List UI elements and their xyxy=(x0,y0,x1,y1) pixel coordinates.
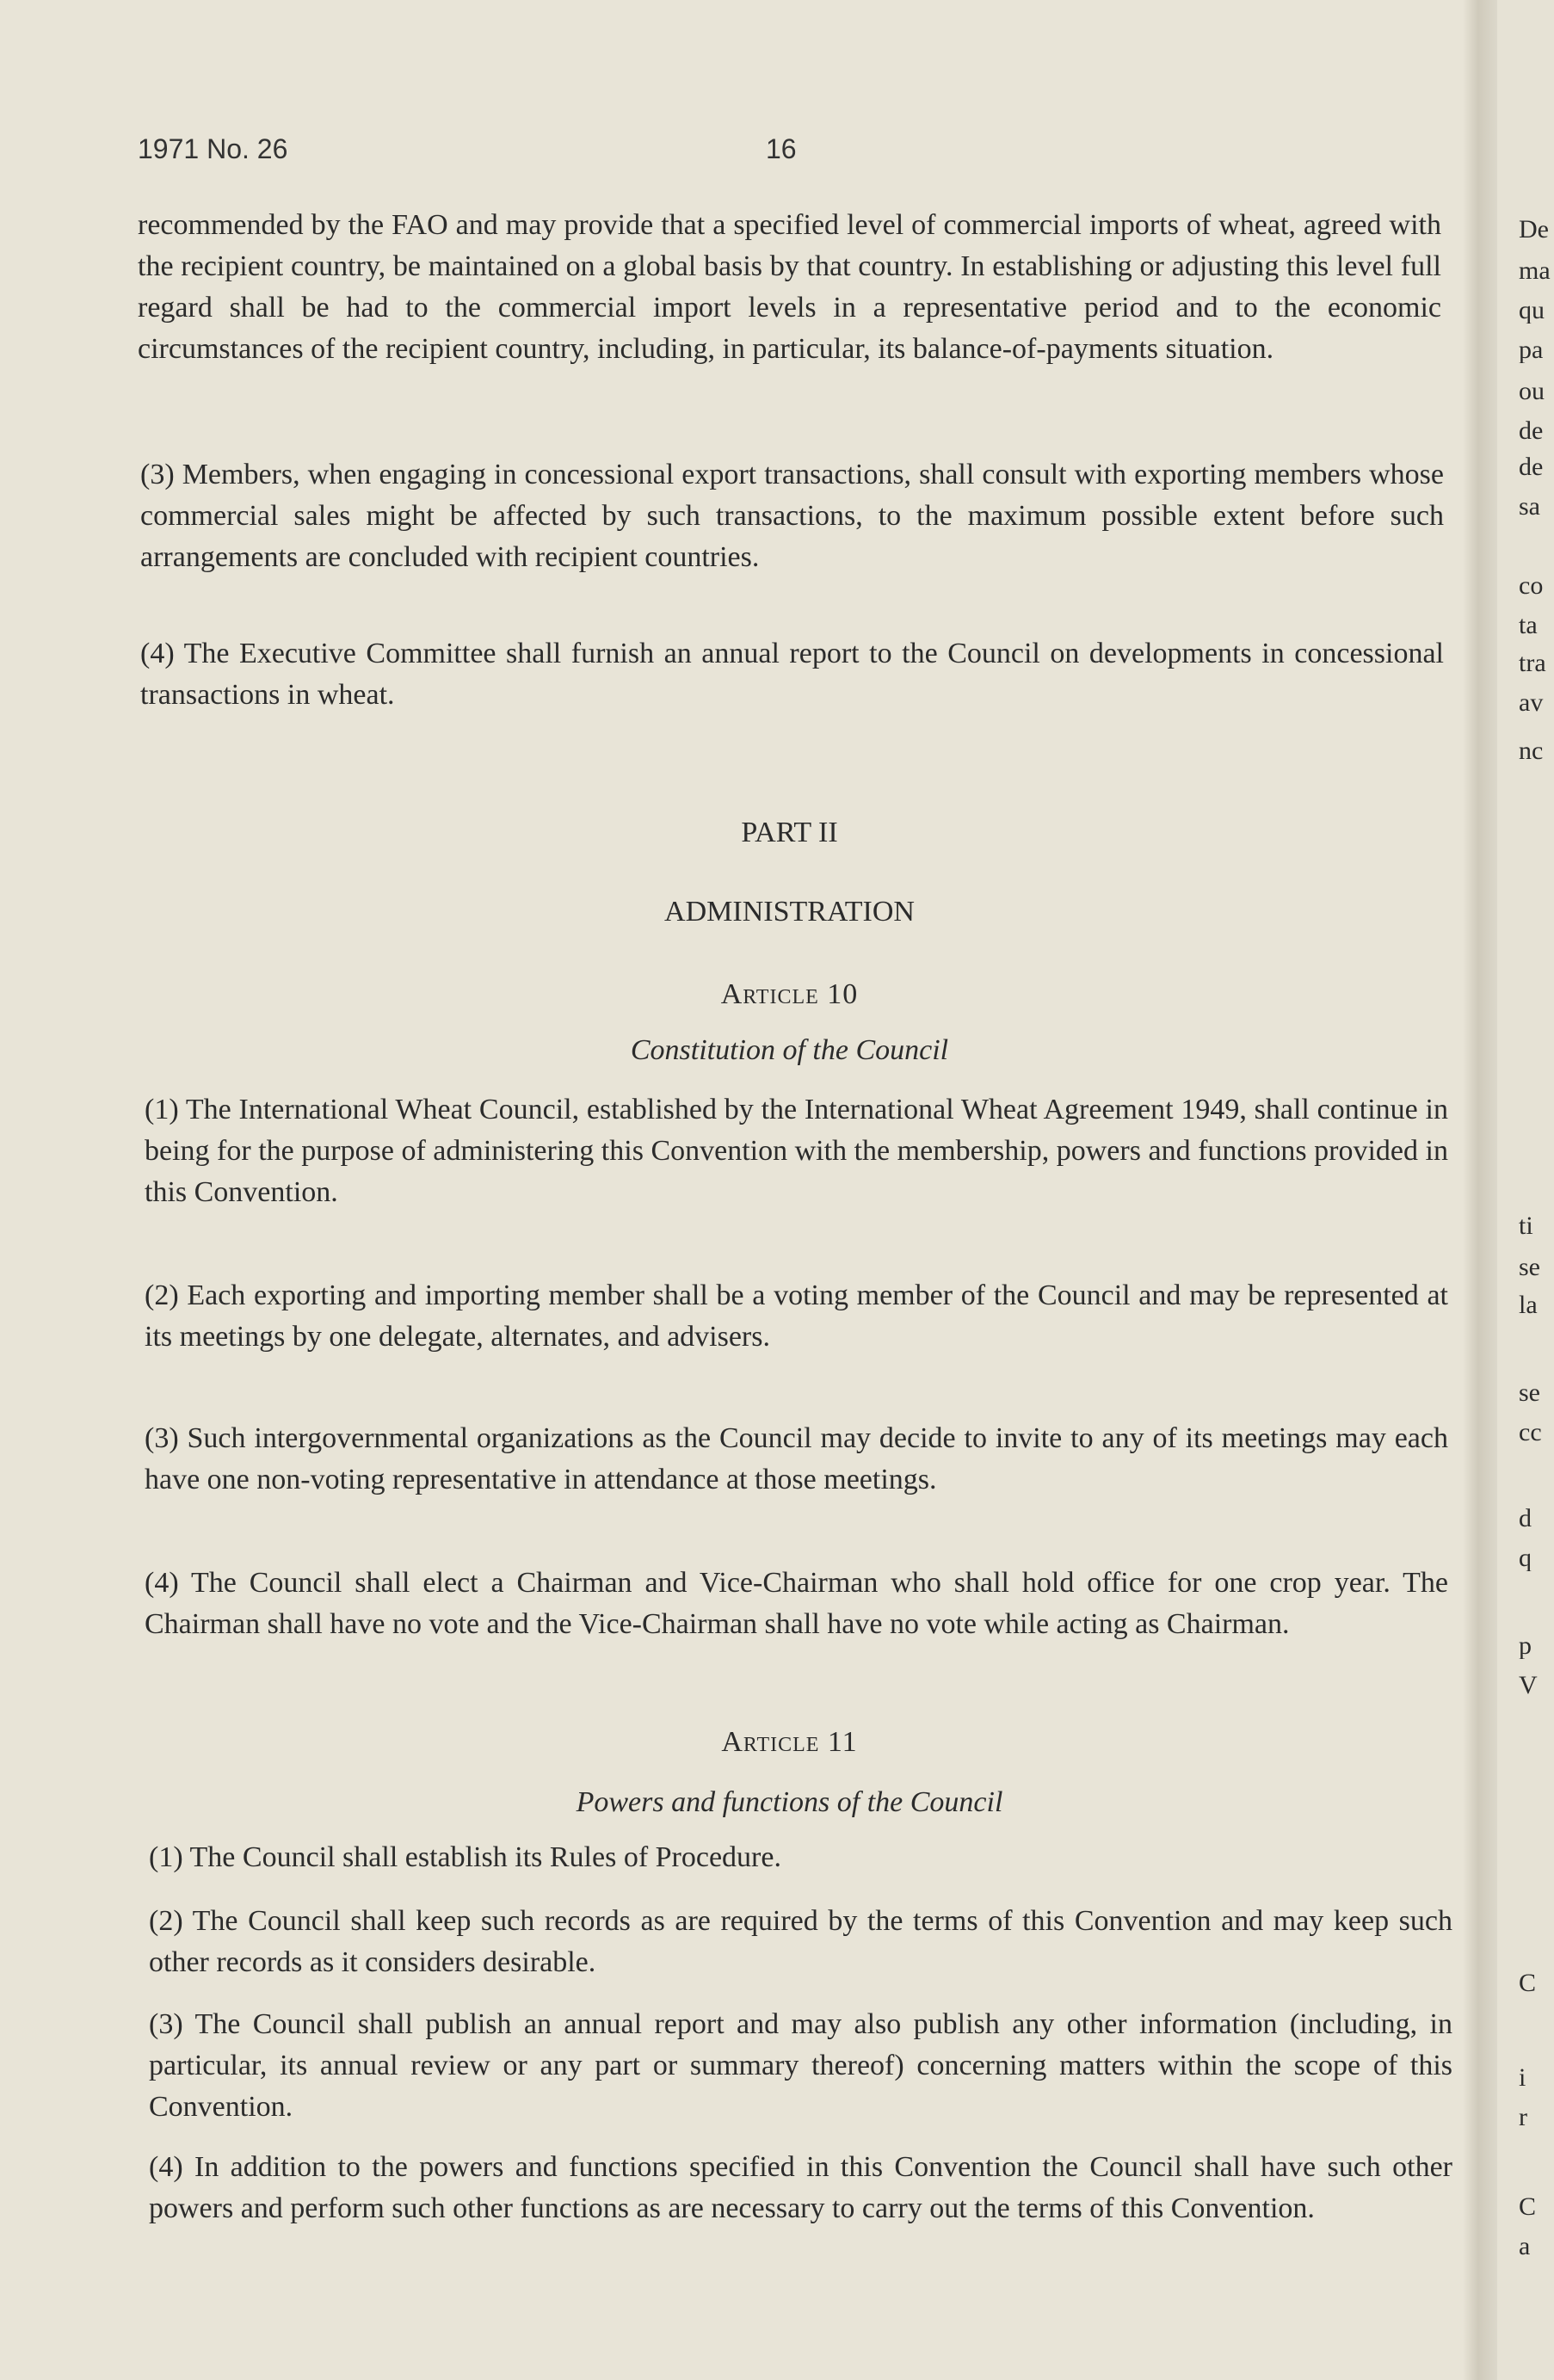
facing-page-fragment: de xyxy=(1519,418,1544,444)
facing-page-fragment: de xyxy=(1519,454,1544,480)
facing-page-fragment: qu xyxy=(1519,298,1545,324)
part-title: ADMINISTRATION xyxy=(664,896,915,928)
article-11-paragraph-2: (2) The Council shall keep such records as are required by the terms of this Convention and may keep such other records as it considers desirable. xyxy=(149,1905,1452,1978)
article-10-paragraph-4: (4) The Council shall elect a Chairman and Vice-Chairman who shall hold office for one crop year. The Chairman shall have no vote and the Vice-Chairman shall have no vote while acting as Chairman. xyxy=(145,1567,1448,1640)
facing-page-fragment: C xyxy=(1519,1970,1537,1996)
facing-page-fragment: se xyxy=(1519,1380,1540,1406)
article-11-paragraph-4: (4) In addition to the powers and functions specified in this Convention the Council shall have such other powers and perform such other functions as are necessary to carry out the terms of this Convention. xyxy=(149,2151,1452,2224)
article-11-paragraph-1: (1) The Council shall establish its Rules of Procedure. xyxy=(149,1841,781,1873)
facing-page-fragment: q xyxy=(1519,1545,1532,1571)
article-11-paragraph-3: (3) The Council shall publish an annual report and may also publish any other information (including, in particular, its annual review or any part or summary thereof) concerning matters within the scope of this Convention. xyxy=(149,2008,1452,2123)
facing-page-fragment: co xyxy=(1519,573,1544,599)
article-10-paragraph-1: (1) The International Wheat Council, established by the International Wheat Agreement 1949, shall continue in being for the purpose of administering this Convention with the membership, powers and functions provided in this Convention. xyxy=(145,1094,1448,1208)
facing-page-fragment: ta xyxy=(1519,613,1538,638)
facing-page-fragment: a xyxy=(1519,2234,1531,2260)
facing-page-fragment: cc xyxy=(1519,1420,1542,1446)
facing-page-fragment: i xyxy=(1519,2065,1526,2091)
article-10-title: Constitution of the Council xyxy=(630,1034,949,1066)
paragraph-continuation: recommended by the FAO and may provide that a specified level of commercial imports of wheat, agreed with the recipient country, be maintained on a global basis by that country. In establishing or adjusting this level full regard shall be had to the commercial import levels in a representative period and to the economic circumstances of the recipient country, including, in particular, its balance-of-payments situation. xyxy=(138,209,1441,365)
facing-page-fragment: ou xyxy=(1519,379,1545,404)
facing-page-fragment: C xyxy=(1519,2194,1537,2220)
facing-page-fragment: ti xyxy=(1519,1213,1533,1239)
article-10-paragraph-3: (3) Such intergovernmental organizations as the Council may decide to invite to any of its meetings may each have one non-voting representative in attendance at those meetings. xyxy=(145,1422,1448,1495)
book-gutter xyxy=(1463,0,1497,2380)
facing-page-fragment: De xyxy=(1519,217,1549,243)
year-number: 1971 No. 26 xyxy=(138,133,288,164)
facing-page-fragment: d xyxy=(1519,1506,1532,1532)
facing-page-fragment: ma xyxy=(1519,258,1551,284)
facing-page-fragment: la xyxy=(1519,1292,1538,1318)
part-number: PART II xyxy=(741,817,838,848)
facing-page-fragment: nc xyxy=(1519,738,1544,764)
facing-page-fragment: r xyxy=(1519,2105,1527,2130)
article-11-title: Powers and functions of the Council xyxy=(576,1786,1003,1818)
facing-page-fragment: se xyxy=(1519,1255,1540,1280)
facing-page-fragment: V xyxy=(1519,1673,1538,1699)
facing-page-fragment: sa xyxy=(1519,494,1540,520)
article-10-heading: Article 10 xyxy=(720,978,859,1010)
article-10-paragraph-2: (2) Each exporting and importing member shall be a voting member of the Council and may be represented at its meetings by one delegate, alternates, and advisers. xyxy=(145,1279,1448,1353)
paragraph-9-4: (4) The Executive Committee shall furnish an annual report to the Council on developments in concessional transactions in wheat. xyxy=(140,638,1444,711)
facing-page-fragment: av xyxy=(1519,690,1544,716)
article-11-heading: Article 11 xyxy=(721,1726,858,1758)
facing-page-fragment: tra xyxy=(1519,650,1546,676)
facing-page-fragment: p xyxy=(1519,1633,1532,1659)
facing-page-fragment: pa xyxy=(1519,337,1544,363)
paragraph-9-3: (3) Members, when engaging in concessional export transactions, shall consult with exporting members whose commercial sales might be affected by such transactions, to the maximum possible extent before such arrangements are concluded with recipient countries. xyxy=(140,459,1444,573)
page-number: 16 xyxy=(766,133,797,164)
